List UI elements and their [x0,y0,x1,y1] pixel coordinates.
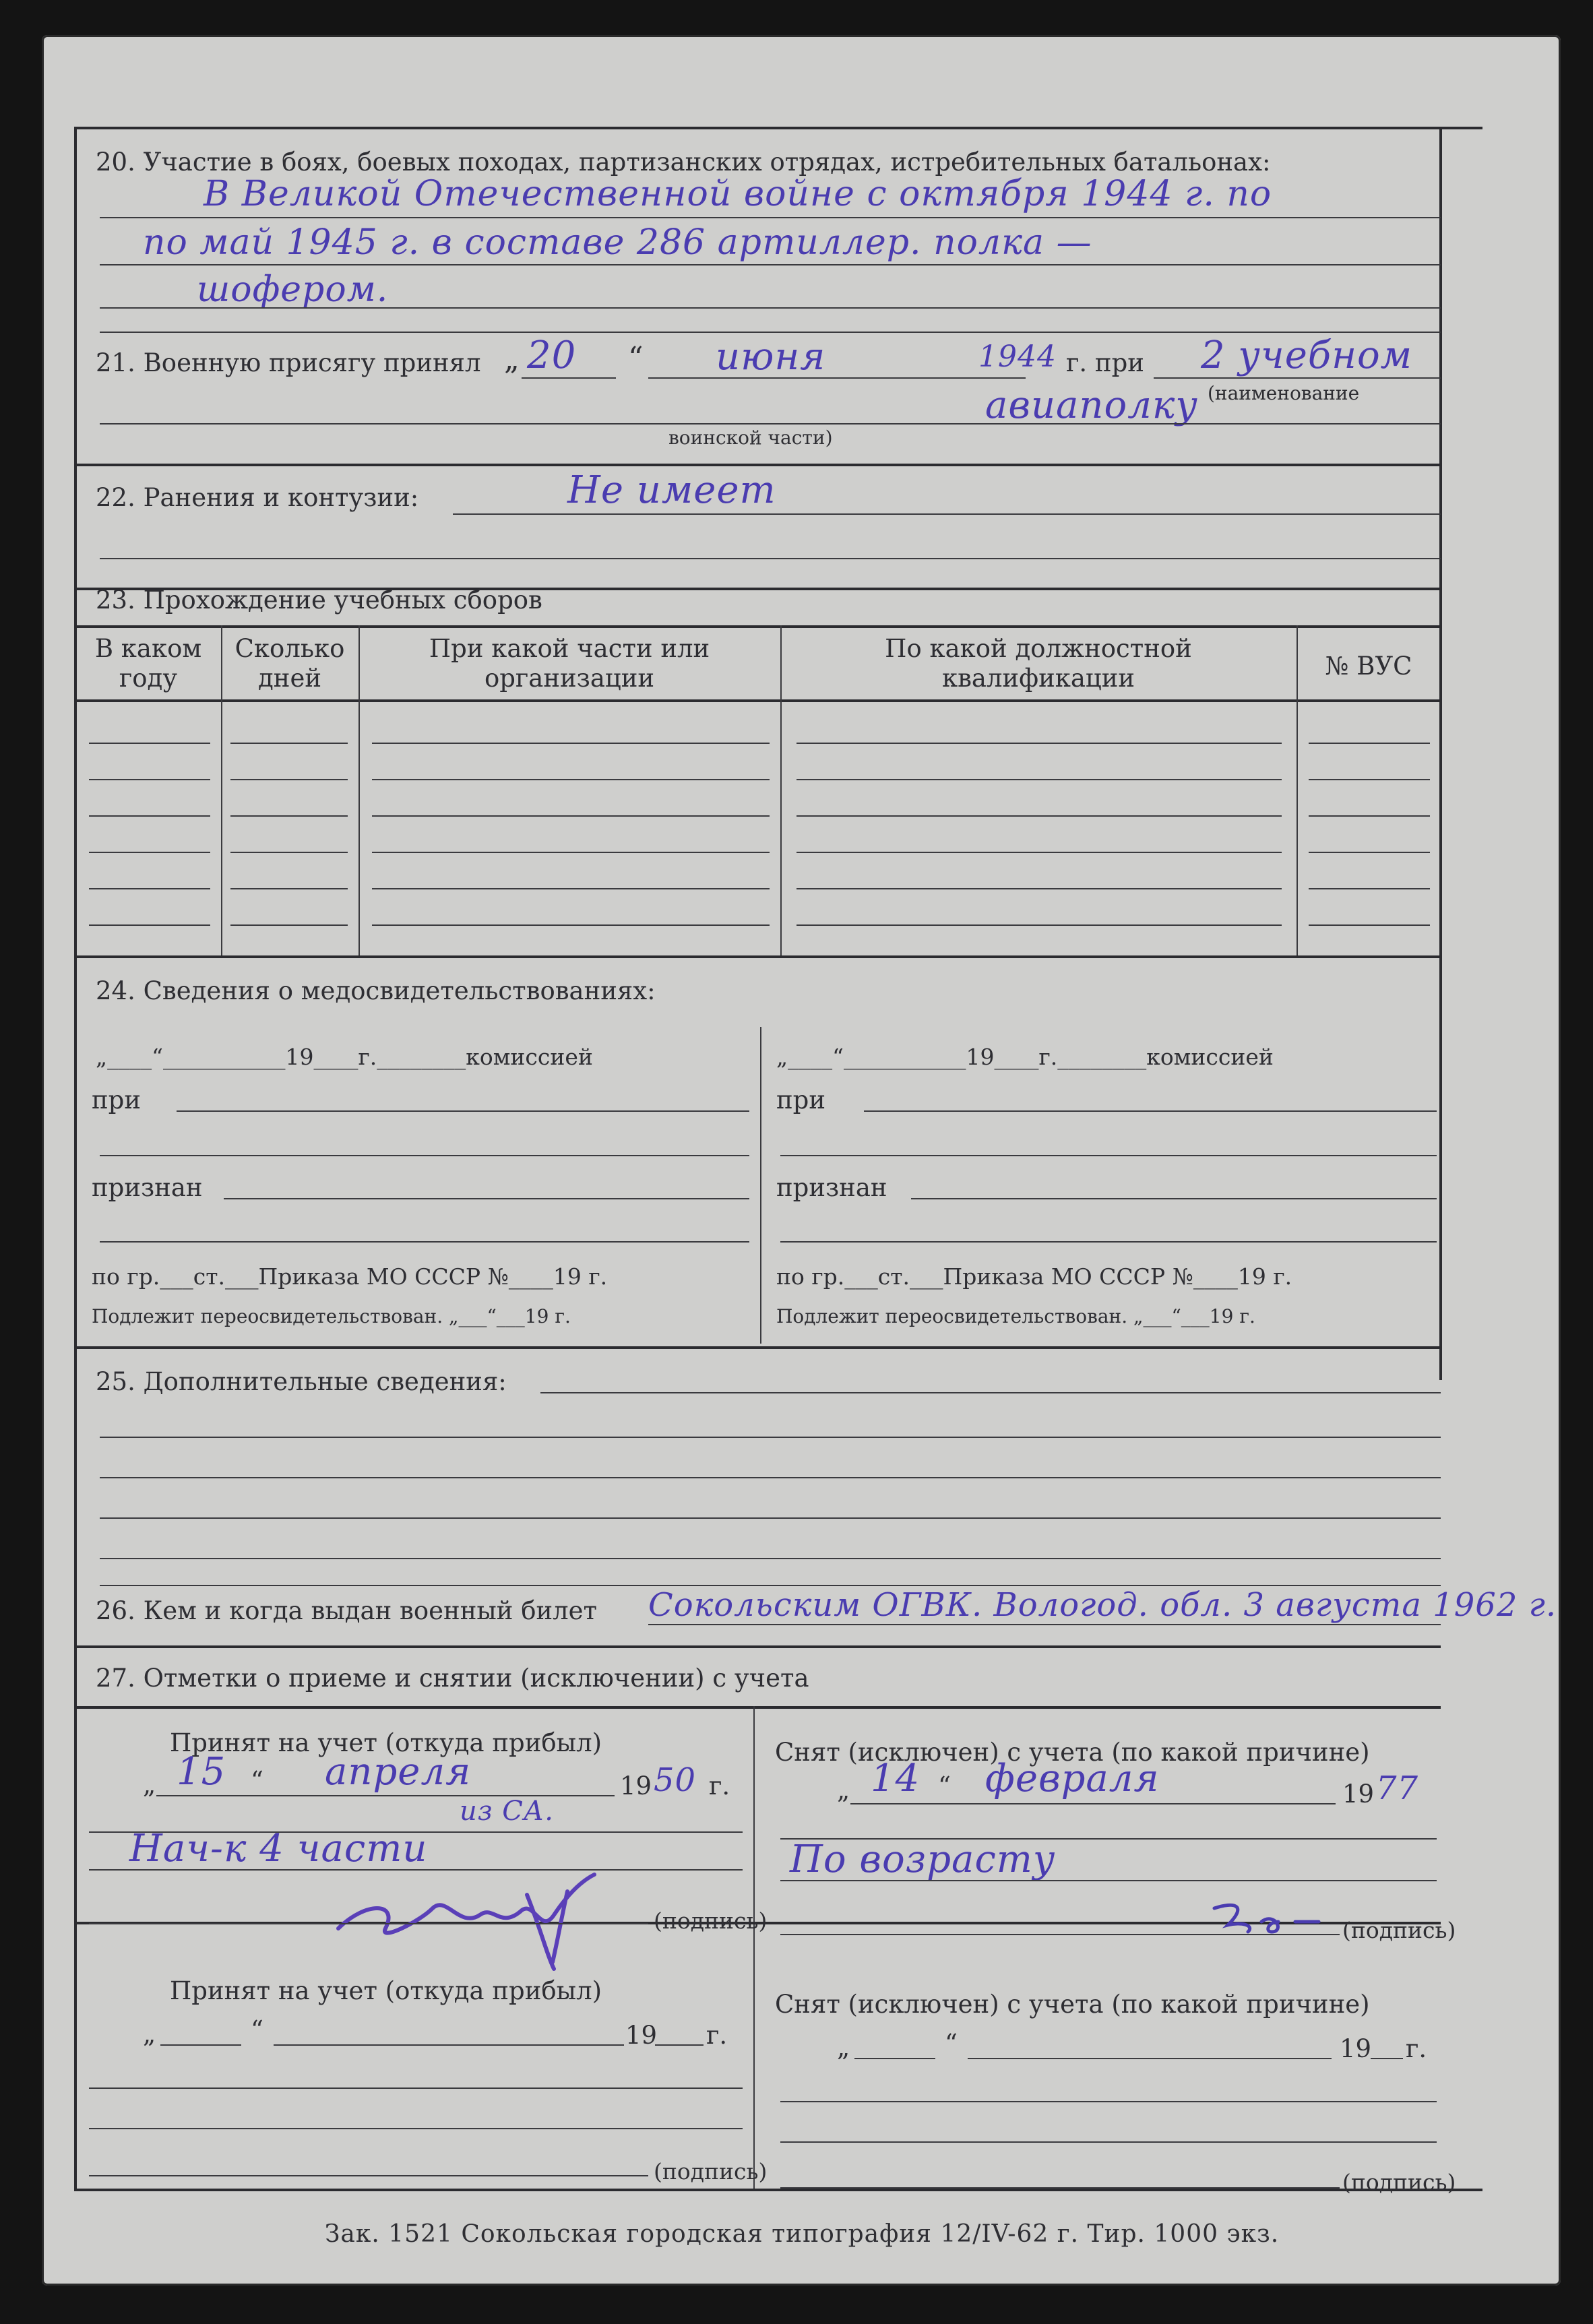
accepted-1-nineteen: 19 [620,1771,652,1800]
accepted-2-line-2 [89,2128,743,2129]
section-20-line-2 [100,264,1441,265]
section-24-left-order: по гр.___ст.___Приказа МО СССР №____19 г. [92,1263,608,1290]
removed-1-year: 77 [1376,1769,1419,1807]
section-21-label: 21. Военную присягу принял [96,348,481,377]
section-22-value: Не имеет [567,468,776,512]
section-25-line-3 [100,1477,1441,1478]
section-20-handwriting-3: шофером. [197,270,389,310]
removed-2-year-line [1371,2058,1403,2059]
section-24-left-pri: при [92,1086,142,1114]
accepted-1-month: апреля [325,1750,472,1794]
removed-2-signature-line [780,2187,1340,2189]
section-21-line-2 [100,423,1441,425]
section-22-line-1 [453,513,1441,515]
removed-2-line-1 [780,2101,1437,2102]
table-23-header-qual-2: квалификации [941,664,1135,693]
table-23-header-year-2: году [119,664,178,693]
section-24-left-date: „____“___________19____г.________комиссией [96,1044,593,1070]
section-21-quote-close: “ [628,341,644,375]
section-26-value: Сокольским ОГВК. Вологод. обл. 3 августа 1962 г. [648,1586,1557,1624]
section-25-label: 25. Дополнительные сведения: [96,1367,507,1396]
removed-2-quote-close: “ [945,2029,958,2058]
section-26-line [648,1624,1441,1625]
accepted-1-podpis: (подпись) [654,1908,768,1934]
accepted-2-nineteen: 19 [625,2021,658,2050]
table-row [89,852,210,853]
section-22-line-2 [100,558,1441,559]
accepted-2-title: Принят на учет (откуда прибыл) [170,1976,602,2005]
table-23-header-days-1: Сколько [235,634,345,663]
accepted-1-day: 15 [177,1750,226,1794]
section-21-caption-1: (наименование [1208,382,1360,404]
removed-1-reason: По возрасту [790,1838,1056,1881]
section-25-line-4 [100,1517,1441,1519]
table-23-top-border [74,625,1441,628]
removed-1-day: 14 [871,1757,920,1800]
table-23-header-vus: № ВУС [1325,652,1412,681]
accepted-1-from: из СА. [460,1796,554,1827]
section-21-day-line [522,377,616,379]
accepted-1-title: Принят на учет (откуда прибыл) [170,1728,602,1757]
form-left-border [74,127,77,2189]
section-21-unit-2: авиаполку [985,383,1198,427]
form-bottom-border [74,2189,1482,2191]
section-20-handwriting-2: по май 1945 г. в составе 286 артиллер. полка — [143,222,1092,263]
section-21-quote-open: „ [504,342,520,377]
accepted-2-quote-open: „ [143,2019,156,2048]
accepted-1-signature [325,1854,642,1976]
section-21-unit-1: 2 учебном [1201,334,1413,377]
section-24-left-line-4 [100,1241,749,1243]
table-row [89,888,210,889]
section-25-line-5 [100,1558,1441,1559]
table-row [89,815,210,817]
section-20-line-1 [100,217,1441,218]
section-24-right-line-4 [780,1241,1437,1243]
removed-2-podpis: (подпись) [1342,2169,1456,2195]
accepted-2-signature-line [89,2175,648,2176]
section-21-g-pri: г. при [1066,348,1144,377]
section-24-left-line-2 [100,1155,749,1156]
table-23-header-qual-1: По какой должностной [885,634,1192,663]
section-26-bottom-border [74,1645,1441,1648]
section-25-line-1 [540,1392,1441,1393]
table-row [89,743,210,744]
accepted-1-signature-line [89,1923,648,1924]
accepted-2-year-line [655,2044,704,2046]
section-24-left-priznan: признан [92,1173,203,1202]
section-24-right-priznan: признан [776,1173,887,1202]
table-23-header-year-1: В каком [94,634,202,663]
table-23-header-unit-2: организации [484,664,655,693]
removed-1-signature-line [780,1934,1340,1935]
document-page [42,35,1561,2286]
section-21-year: 1944 [978,340,1057,374]
section-21-month-line [648,377,1026,379]
table-23-header-border [74,699,1441,702]
accepted-2-line-1 [89,2087,743,2089]
section-27-table-top [74,1706,1441,1709]
removed-2-month-line [968,2058,1332,2059]
removed-1-month: февраля [985,1757,1160,1800]
section-24-column-divider [760,1027,761,1344]
section-25-line-2 [100,1437,1441,1438]
removed-2-day-line [854,2058,935,2059]
section-24-right-line-3 [911,1198,1437,1199]
section-23-bottom-border [74,955,1441,958]
section-24-right-recheck: Подлежит переосвидетельствован. „___“___19 г. [776,1305,1255,1327]
section-24-right-order: по гр.___ст.___Приказа МО СССР №____19 г. [776,1263,1292,1290]
removed-2-nineteen: 19 [1340,2034,1372,2063]
accepted-2-day-line [160,2044,241,2046]
accepted-1-g: г. [709,1771,730,1800]
section-20-line-4 [100,332,1441,333]
table-23-header-unit-1: При какой части или [429,634,710,663]
section-24-bottom-border [74,1346,1441,1349]
table-row [89,779,210,780]
removed-1-podpis: (подпись) [1342,1917,1456,1943]
section-20-label: 20. Участие в боях, боевых походах, партизанских отрядах, истребительных батальонах: [96,148,1271,177]
printer-footer: Зак. 1521 Сокольская городская типография 12/IV-62 г. Тир. 1000 экз. [325,2220,1280,2248]
accepted-2-month-line [274,2044,624,2046]
removed-1-quote-open: „ [837,1776,850,1804]
section-24-right-date: „____“___________19____г.________комиссией [776,1044,1274,1070]
form-top-border [74,127,1482,129]
removed-2-g: г. [1406,2034,1427,2063]
accepted-1-year: 50 [654,1761,697,1799]
accepted-2-g: г. [706,2021,728,2050]
section-23-label: 23. Прохождение учебных сборов [96,586,542,615]
removed-2-line-2 [780,2141,1437,2143]
section-21-month: июня [716,335,826,379]
table-row [89,924,210,926]
section-24-left-recheck: Подлежит переосвидетельствован. „___“___19 г. [92,1305,571,1327]
section-21-bottom-border [74,464,1441,466]
accepted-1-quote-open: „ [143,1770,156,1799]
section-24-right-line-1 [864,1110,1437,1112]
removed-1-quote-close: “ [938,1771,951,1800]
section-22-label: 22. Ранения и контузии: [96,483,419,512]
section-21-day: 20 [527,334,577,377]
section-24-label: 24. Сведения о медосвидетельствованиях: [96,976,656,1005]
removed-2-title: Снят (исключен) с учета (по какой причине) [775,1990,1370,2019]
section-27-label: 27. Отметки о приеме и снятии (исключении) с учета [96,1664,809,1693]
accepted-1-note: Нач-к 4 части [129,1827,428,1871]
section-27-column-divider [753,1706,755,2189]
section-24-left-line-3 [224,1198,749,1199]
removed-2-quote-open: „ [837,2033,850,2062]
accepted-1-quote-close: “ [251,1766,263,1795]
section-26-label: 26. Кем и когда выдан военный билет [96,1596,598,1625]
section-21-unit-line [1154,377,1441,379]
removed-1-line-2 [780,1880,1437,1881]
removed-1-nineteen: 19 [1342,1780,1375,1809]
section-20-line-3 [100,307,1441,309]
accepted-2-quote-close: “ [251,2015,263,2044]
removed-1-date-line [850,1803,1336,1804]
table-23-header-days-2: дней [258,664,321,693]
section-24-left-line-1 [177,1110,749,1112]
form-right-border [1439,127,1442,1380]
section-21-caption-2: воинской части) [668,427,833,449]
accepted-2-podpis: (подпись) [654,2158,768,2185]
section-24-right-line-2 [780,1155,1437,1156]
section-24-right-pri: при [776,1086,826,1114]
section-20-handwriting-1: В Великой Отечественной войне с октября 1944 г. по [204,174,1272,214]
removed-1-title: Снят (исключен) с учета (по какой причине) [775,1738,1370,1767]
